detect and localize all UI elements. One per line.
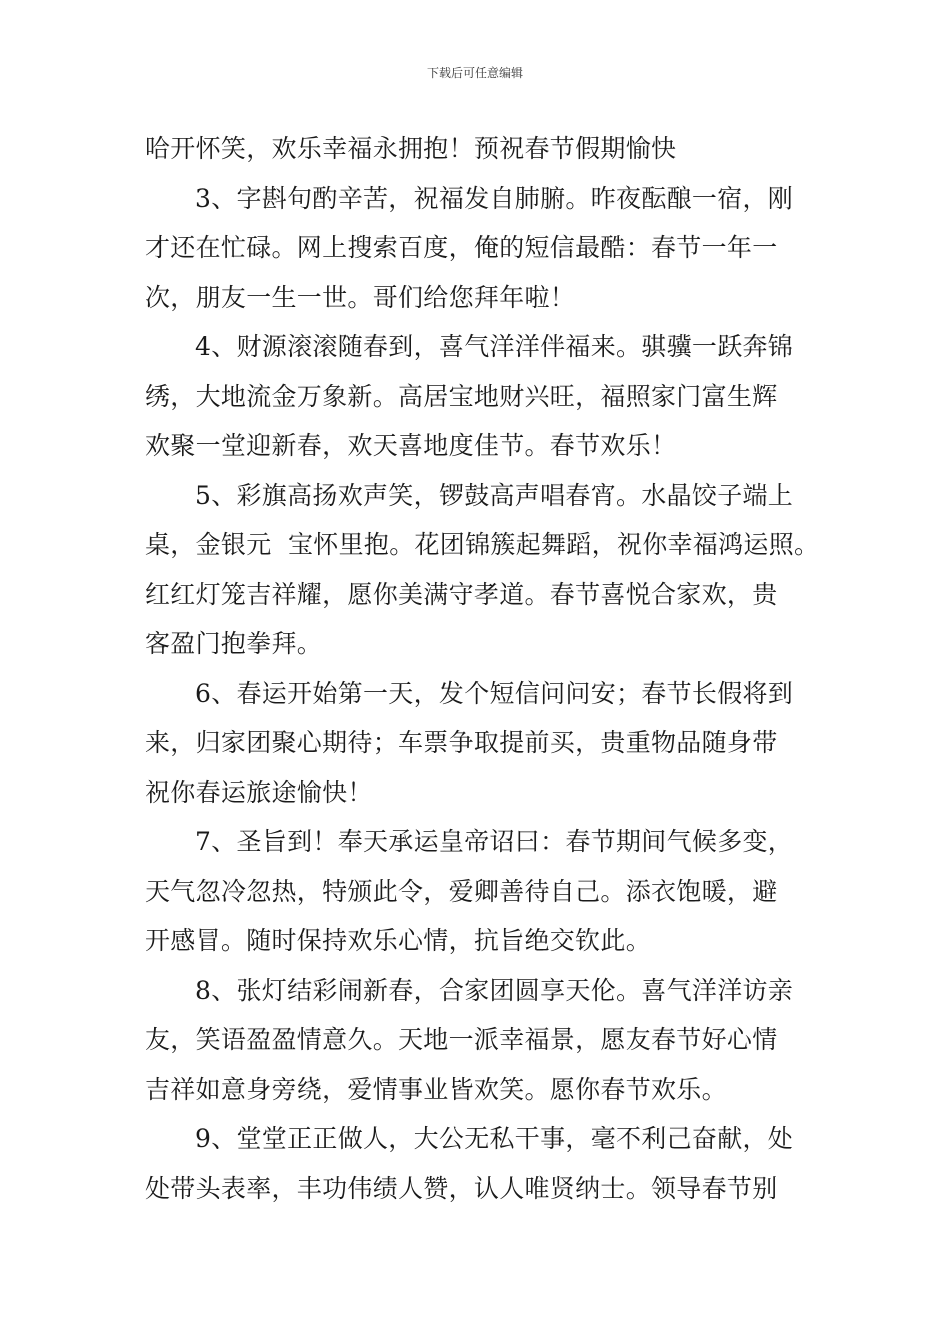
text-line: 客盈门抱拳拜。 [145, 629, 323, 658]
paragraph-item-6 [145, 669, 815, 818]
text-line: 处带头表率，丰功伟绩人赞，认人唯贤纳士。领导春节别 [145, 1173, 778, 1203]
text-line: 欢聚一堂迎新春，欢天喜地度佳节。春节欢乐！ [145, 431, 677, 460]
text-line: 红红灯笼吉祥耀，愿你美满守孝道。春节喜悦合家欢，贵 [145, 579, 778, 609]
text-line: 友，笑语盈盈情意久。天地一派幸福景，愿友春节好心情 [145, 1025, 778, 1054]
text-line: 5、彩旗高扬欢声笑，锣鼓高声唱春宵。水晶饺子端上 [195, 480, 794, 510]
text-line: 次，朋友一生一世。哥们给您拜年啦！ [145, 282, 576, 312]
text-line: 开感冒。随时保持欢乐心情，抗旨绝交钦此。 [145, 926, 652, 955]
paragraph-item-8 [145, 966, 815, 1115]
text-line: 9、堂堂正正做人，大公无私干事，毫不利己奋献，处 [195, 1124, 794, 1153]
paragraph-item-3 [145, 174, 815, 323]
paragraph-continuation [145, 124, 815, 174]
text-line: 来，归家团聚心期待；车票争取提前买，贵重物品随身带 [145, 728, 778, 757]
document-body [145, 124, 820, 1213]
text-line: 4、财源滚滚随春到，喜气洋洋伴福来。骐骥一跃奔锦 [195, 332, 794, 361]
paragraph-item-5 [145, 471, 820, 669]
text-line: 3、字斟句酌辛苦，祝福发自肺腑。昨夜酝酿一宿，刚 [195, 183, 794, 213]
text-line: 祝你春运旅途愉快！ [145, 777, 373, 807]
text-line: 哈开怀笑，欢乐幸福永拥抱！预祝春节假期愉快 [145, 134, 677, 163]
page-header: 下载后可任意编辑 [426, 66, 523, 80]
paragraph-item-9 [145, 1114, 815, 1213]
text-line: 绣，大地流金万象新。高居宝地财兴旺，福照家门富生辉 [145, 381, 778, 411]
text-line: 6、春运开始第一天，发个短信问问安；春节长假将到 [195, 678, 794, 708]
text-line: 才还在忙碌。网上搜索百度，俺的短信最酷：春节一年一 [145, 233, 778, 262]
text-line: 吉祥如意身旁绕，爱情事业皆欢笑。愿你春节欢乐。 [145, 1074, 727, 1104]
paragraph-item-4 [145, 322, 815, 471]
text-line: 7、圣旨到！奉天承运皇帝诏曰：春节期间气候多变， [195, 827, 794, 856]
text-line: 桌，金银元 宝怀里抱。花团锦簇起舞蹈，祝你幸福鸿运照。 [145, 530, 820, 559]
text-line: 8、张灯结彩闹新春，合家团圆享天伦。喜气洋洋访亲 [195, 975, 794, 1005]
paragraph-item-7 [145, 817, 815, 966]
text-line: 天气忽冷忽热，特颁此令，爱卿善待自己。添衣饱暖，避 [145, 876, 778, 906]
